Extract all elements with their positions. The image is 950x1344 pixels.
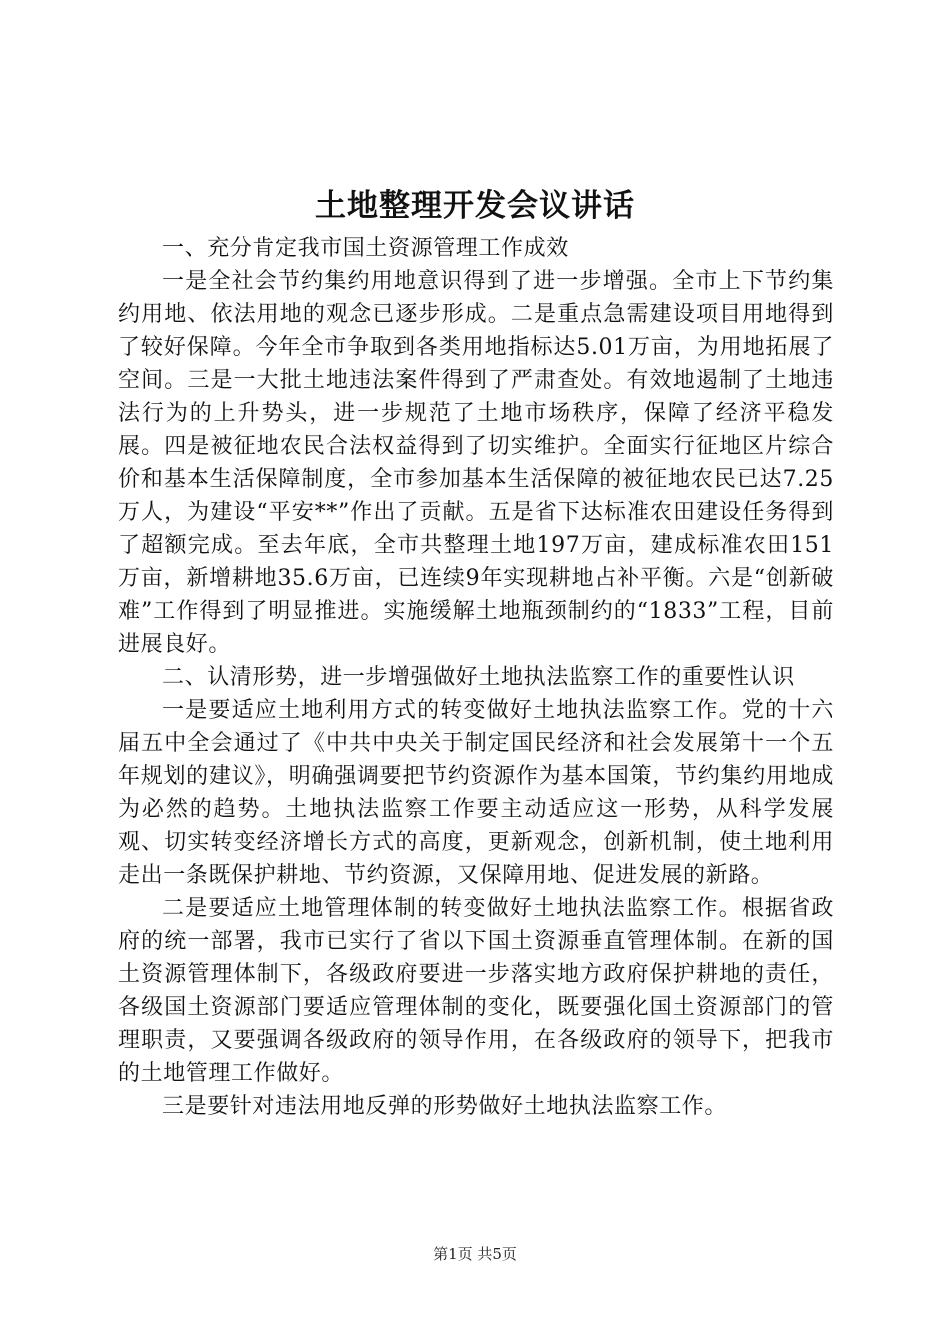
paragraph-point-3: 三是要针对违法用地反弹的形势做好土地执法监察工作。: [162, 1094, 728, 1119]
document-body: [118, 232, 834, 1123]
paragraph-achievements: 一是全社会节约集约用地意识得到了进一步增强。全市上下节约集约用地、依法用地的观念已逐步形成。二是重点急需建设项目用地得到了较好保障。今年全市争取到各类用地指标达5.01万亩，为用地拓展了空间。三是一大批土地违法案件得到了严肃查处。有效地遏制了土地违法行为的上升势头，进一步规范了土地市场秩序，保障了经济平稳发展。四是被征地农民合法权益得到了切实维护。全面实行征地区片综合价和基本生活保障制度，全市参加基本生活保障的被征地农民已达7.25万人，为建设“平安**”作出了贡献。五是省下达标准农田建设任务得到了超额完成。至去年底，全市共整理土地197万亩，建成标准农田151万亩，新增耕地35.6万亩，已连续9年实现耕地占补平衡。六是“创新破难”工作得到了明显推进。实施缓解土地瓶颈制约的“1833”工程，目前进展良好。: [118, 269, 834, 657]
paragraph-point-2: 二是要适应土地管理体制的转变做好土地执法监察工作。根据省政府的统一部署，我市已实行了省以下国土资源垂直管理体制。在新的国土资源管理体制下，各级政府要进一步落实地方政府保护耕地的责任，各级国土资源部门要适应管理体制的变化，既要强化国土资源部门的管理职责，又要强调各级政府的领导作用，在各级政府的领导下，把我市的土地管理工作做好。: [118, 896, 834, 1086]
paragraph-point-1: 一是要适应土地利用方式的转变做好土地执法监察工作。党的十六届五中全会通过了《中共中央关于制定国民经济和社会发展第十一个五年规划的建议》，明确强调要把节约资源作为基本国策，节约集约用地成为必然的趋势。土地执法监察工作要主动适应这一形势，从科学发展观、切实转变经济增长方式的高度，更新观念，创新机制，使土地利用走出一条既保护耕地、节约资源，又保障用地、促进发展的新路。: [118, 698, 834, 888]
document-title: 土地整理开发会议讲话: [315, 188, 635, 224]
section-heading-2: 二、认清形势，进一步增强做好土地执法监察工作的重要性认识: [162, 665, 795, 690]
page-footer: 第1页 共5页: [433, 1245, 517, 1263]
section-heading-1: 一、充分肯定我市国土资源管理工作成效: [162, 236, 569, 261]
